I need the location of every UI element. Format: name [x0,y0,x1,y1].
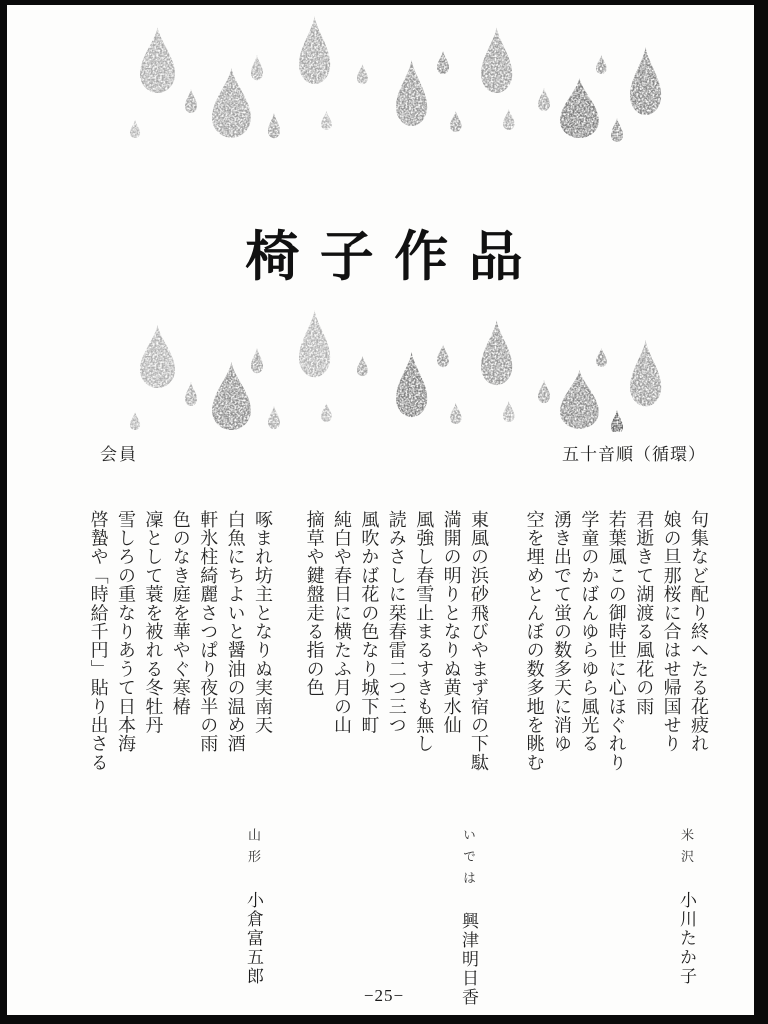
raindrops-ornament-icon [95,12,707,144]
author-name: 小倉富五郎 [244,890,263,986]
poem-column: 学童のかばんゆらゆら風光る [579,510,600,754]
scan-edge [0,0,768,5]
poem-column: 純白や春日に横たふ月の山 [331,510,352,735]
poem-column: 風強し春雪止まるすきも無し [414,510,435,754]
author-attribution-3 [241,828,266,986]
poem-column: 東風の浜砂飛びやまず宿の下駄 [469,510,489,772]
scan-edge [0,1015,768,1024]
poem-column: 軒氷柱綺麗さつぱり夜半の雨 [198,510,219,754]
poem-column: 読みさしに栞春雷二つ三つ [386,510,407,735]
poem-column: 娘の旦那桜に合はせ帰国せり [661,510,682,754]
author-place: 山形 [246,828,261,871]
scan-edge [754,0,768,1024]
poem-column: 君逝きて湖渡る風花の雨 [634,510,655,716]
author-place: いでは [461,828,476,893]
author-place: 米沢 [679,828,694,871]
page-number: −25− [363,986,405,1005]
poem-column: 風吹かば花の色なり城下町 [359,510,380,735]
poem-column: 湧き出でて蛍の数多天に消ゆ [551,510,572,754]
raindrops-ornament-icon [95,300,707,432]
poem-column: 空を埋めとんぼの数多地を眺む [524,510,545,772]
member-label: 会員 [100,445,138,464]
author-attribution-2 [456,828,481,1007]
section-labels [0,440,768,470]
scan-edge [0,0,7,1024]
page-title: 椅子作品 [245,227,544,288]
poem-column: 啄まれ坊主となりぬ実南天 [253,510,273,735]
author-name: 小川たか子 [677,890,696,986]
poem-column: 句集など配り終へたる花疲れ [689,510,709,754]
poem-column: 満開の明りとなりぬ黄水仙 [441,510,462,735]
poem-group-3 [84,510,276,840]
author-attribution-1 [674,828,699,986]
poem-column: 摘草や鍵盤走る指の色 [304,510,325,697]
poem-column: 凜として蓑を被れる冬牡丹 [143,510,164,735]
poem-column: 啓蟄や「時給千円」貼り出さる [88,510,109,772]
author-name: 興津明日香 [459,912,478,1008]
poem-column: 色のなき庭を華やぐ寒椿 [170,510,191,716]
poem-column: 白魚にちよいと醤油の温め酒 [225,510,246,754]
poem-column: 雪しろの重なりあうて日本海 [115,510,136,754]
poem-column: 若葉風この御時世に心ほぐれり [606,510,627,772]
poem-group-2 [300,510,492,840]
poem-group-1 [520,510,712,840]
ordering-label: 五十音順（循環） [562,445,706,464]
